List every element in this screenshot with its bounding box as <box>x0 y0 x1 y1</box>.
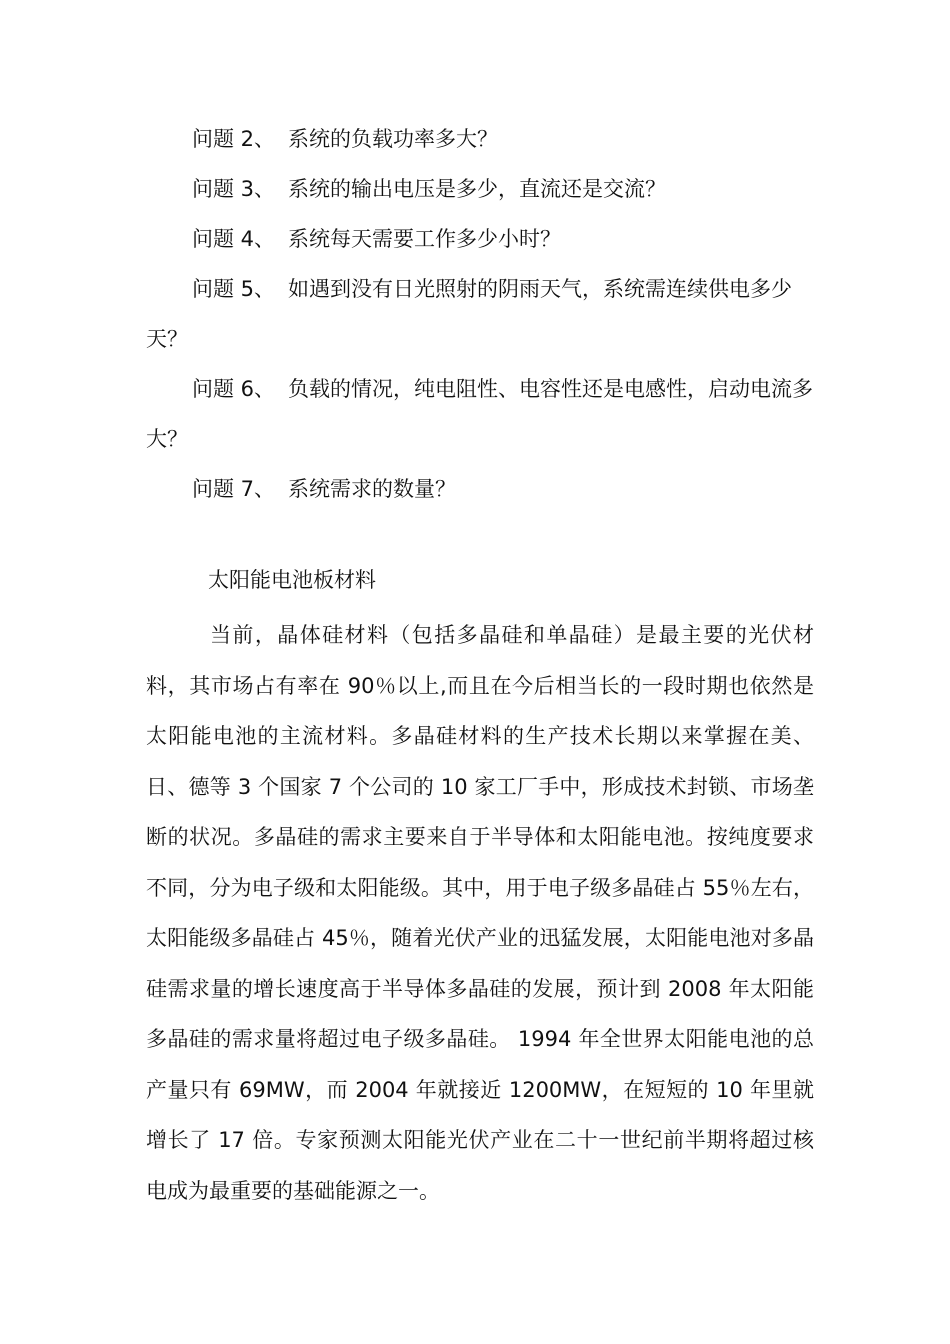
question-text: 系统需求的数量？ <box>288 477 456 501</box>
question-number: 问题 4、 <box>192 227 276 251</box>
question-text: 负载的情况，纯电阻性、电容性还是电感性，启动电流多大？ <box>146 377 813 451</box>
question-item <box>146 464 816 514</box>
question-text: 系统每天需要工作多少小时？ <box>288 227 561 251</box>
question-item <box>146 264 816 364</box>
question-item <box>146 364 816 464</box>
question-number: 问题 5、 <box>192 277 276 301</box>
section-heading: 太阳能电池板材料 <box>208 568 376 592</box>
question-list <box>146 114 816 514</box>
question-number: 问题 3、 <box>192 177 276 201</box>
question-text: 系统的负载功率多大？ <box>288 127 498 151</box>
section-paragraph: 当前，晶体硅材料（包括多晶硅和单晶硅）是最主要的光伏材料，其市场占有率在 90％以上,而且在今后相当长的一段时期也依然是太阳能电池的主流材料。多晶硅材料的生产技术长期以来掌握在美、日、德等 3 个国家 7 个公司的 10 家工厂手中，形成技术封锁、市场垄断的状况。多晶硅的需求主要来自于半导体和太阳能电池。按纯度要求不同，分为电子级和太阳能级。其中，用于电子级多晶硅占 55％左右，太阳能级多晶硅占 45％，随着光伏产业的迅猛发展，太阳能电池对多晶硅需求量的增长速度高于半导体多晶硅的发展，预计到 2008 年太阳能多晶硅的需求量将超过电子级多晶硅。 1994 年全世界太阳能电池的总产量只有 69MW，而 2004 年就接近 1200MW，在短短的 10 年里就增长了 17 倍。专家预测太阳能光伏产业在二十一世纪前半期将超过核电成为最重要的基础能源之一。 <box>146 623 814 1203</box>
question-number: 问题 7、 <box>192 477 276 501</box>
question-item <box>146 114 816 164</box>
question-number: 问题 2、 <box>192 127 276 151</box>
question-item <box>146 164 816 214</box>
question-text: 系统的输出电压是多少，直流还是交流？ <box>288 177 666 201</box>
question-number: 问题 6、 <box>192 377 276 401</box>
question-text: 如遇到没有日光照射的阴雨天气，系统需连续供电多少天？ <box>146 277 792 351</box>
question-item <box>146 214 816 264</box>
